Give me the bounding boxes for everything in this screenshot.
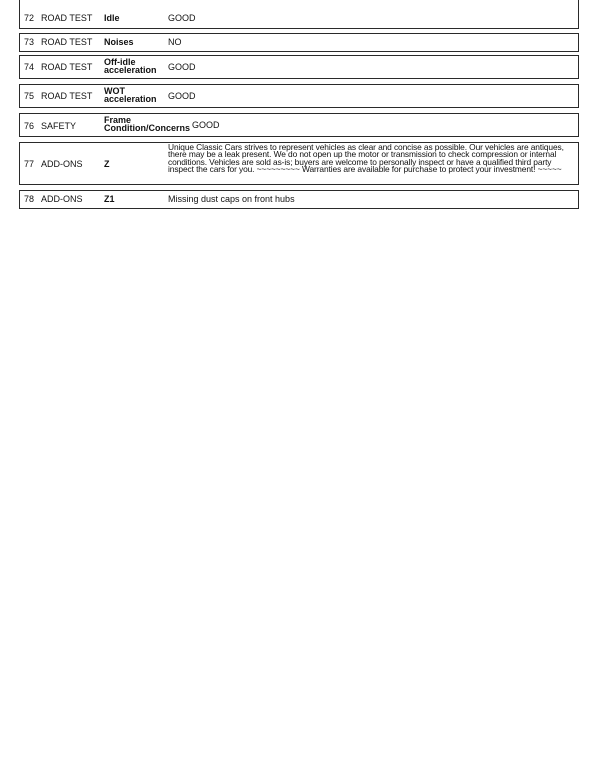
row-category: SAFETY	[41, 121, 77, 131]
row-value: GOOD	[168, 62, 196, 72]
row-value: NO	[168, 37, 182, 47]
row-value: GOOD	[192, 120, 220, 130]
table-row	[19, 55, 579, 79]
table-row	[19, 113, 579, 137]
row-value: GOOD	[168, 91, 196, 101]
row-category: ROAD TEST	[41, 13, 93, 23]
row-number: 77	[24, 159, 35, 169]
row-item: Idle	[104, 13, 120, 23]
row-number: 78	[24, 194, 35, 204]
row-number: 73	[24, 37, 35, 47]
row-number: 72	[24, 13, 35, 23]
row-category: ROAD TEST	[41, 62, 93, 72]
row-category: ROAD TEST	[41, 37, 93, 47]
table-row	[19, 84, 579, 108]
row-value: GOOD	[168, 13, 196, 23]
table-row	[19, 33, 579, 52]
row-item: WOT acceleration	[104, 86, 157, 104]
row-item: Off-idle acceleration	[104, 57, 157, 75]
table-row	[19, 190, 579, 209]
row-item: Z	[104, 159, 110, 169]
row-value: Missing dust caps on front hubs	[168, 194, 295, 204]
table-row	[19, 0, 579, 29]
table-row	[19, 142, 579, 185]
row-item: Z1	[104, 194, 115, 204]
row-number: 75	[24, 91, 35, 101]
row-category: ADD-ONS	[41, 194, 83, 204]
row-item: Noises	[104, 37, 134, 47]
row-number: 76	[24, 121, 35, 131]
row-category: ADD-ONS	[41, 159, 83, 169]
row-category: ROAD TEST	[41, 91, 93, 101]
row-item: Frame Condition/Concerns	[104, 115, 190, 133]
row-number: 74	[24, 62, 35, 72]
disclaimer-text: Unique Classic Cars strives to represent vehicles as clear and concise as possible. Our vehicles are antiques, there may be a leak present. We do not open up the motor or transmission to check compression or internal conditions. Vehicles are sold as-is; buyers are welcome to personally inspect or have a qualified third party inspect the cars for you. ~~~~~~~~~ Warranties are available for purchase to protect your investment! ~~~~~	[168, 142, 564, 175]
